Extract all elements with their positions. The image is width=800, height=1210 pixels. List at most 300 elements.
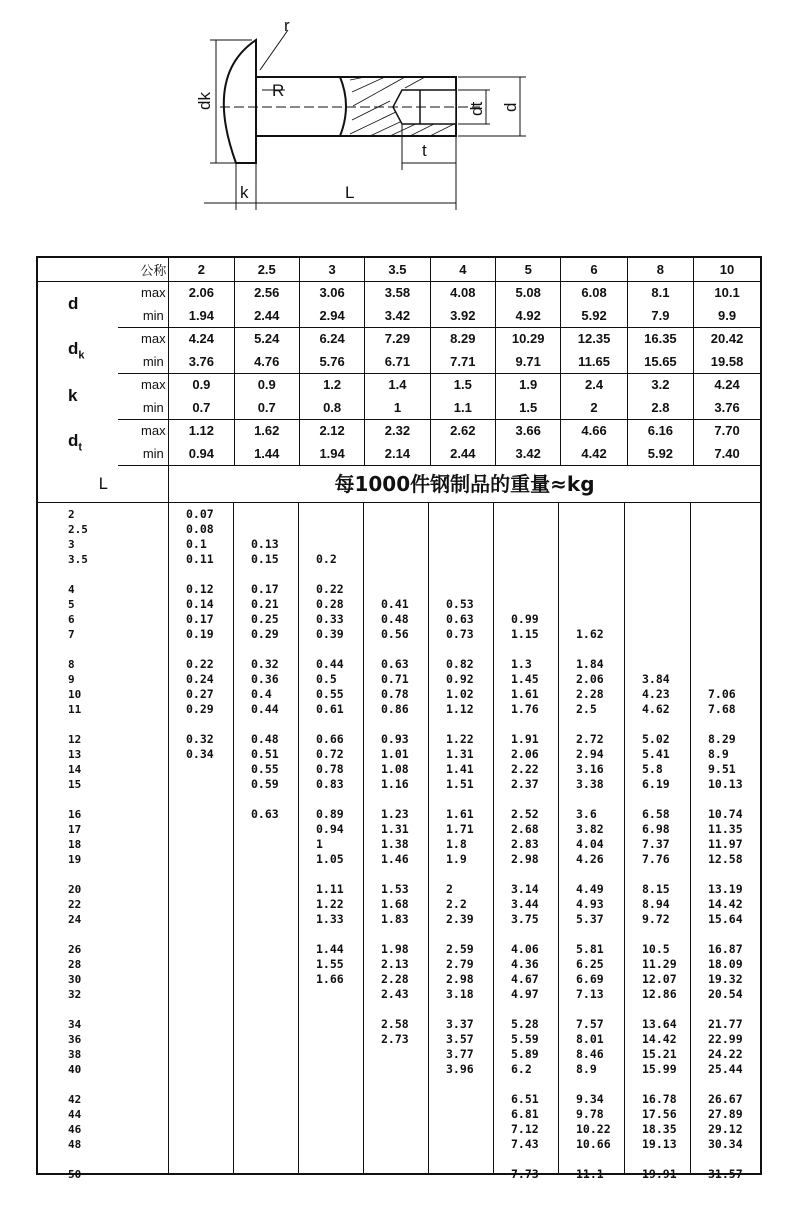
column-divider (428, 503, 429, 1173)
weight-value: 7.06 (708, 687, 736, 701)
weight-value: 0.36 (251, 672, 279, 686)
weight-value: 0.55 (316, 687, 344, 701)
dimension-row (38, 442, 760, 465)
weight-value: 2.13 (381, 957, 409, 971)
weight-table (38, 503, 760, 1181)
weight-value: 6.25 (576, 957, 604, 971)
weight-value: 4.93 (576, 897, 604, 911)
length-value: 20 (68, 883, 82, 896)
weight-value: 0.24 (186, 672, 214, 686)
dimension-value: 4.66 (561, 419, 627, 442)
dimension-row (38, 350, 760, 373)
weight-value: 3.84 (642, 672, 670, 686)
weight-value: 1.61 (446, 807, 474, 821)
weight-value: 8.46 (576, 1047, 604, 1061)
dimension-value: 5.08 (496, 281, 561, 304)
weight-value: 30.34 (708, 1137, 743, 1151)
weight-value: 0.82 (446, 657, 474, 671)
dimension-value: 9.71 (496, 350, 561, 373)
weight-value: 1.61 (511, 687, 539, 701)
weight-value: 1.8 (446, 837, 467, 851)
dimension-value: 10.29 (496, 327, 561, 350)
weight-value: 0.94 (316, 822, 344, 836)
nominal-size: 2 (169, 258, 234, 281)
length-value: 32 (68, 988, 82, 1001)
length-value: 42 (68, 1093, 82, 1106)
weight-value: 4.67 (511, 972, 539, 986)
weight-value: 2.83 (511, 837, 539, 851)
weight-value: 4.04 (576, 837, 604, 851)
weight-value: 1.12 (446, 702, 474, 716)
nominal-size: 2.5 (234, 258, 299, 281)
weight-value: 7.12 (511, 1122, 539, 1136)
weight-value: 1.46 (381, 852, 409, 866)
length-value: 48 (68, 1138, 82, 1151)
weight-value: 26.67 (708, 1092, 743, 1106)
weight-value: 0.48 (251, 732, 279, 746)
weight-value: 6.19 (642, 777, 670, 791)
weight-value: 1.08 (381, 762, 409, 776)
dimension-value: 5.24 (234, 327, 299, 350)
column-divider (624, 503, 625, 1173)
dimension-value: 0.9 (169, 373, 234, 396)
weight-value: 9.72 (642, 912, 670, 926)
dimension-value: 1 (365, 396, 430, 419)
dimension-value: 8.1 (627, 281, 693, 304)
weight-value: 1.53 (381, 882, 409, 896)
length-value: 12 (68, 733, 82, 746)
nominal-size: 5 (496, 258, 561, 281)
weight-value: 1.62 (576, 627, 604, 641)
weight-value: 8.01 (576, 1032, 604, 1046)
weight-value: 1.98 (381, 942, 409, 956)
weight-value: 7.73 (511, 1167, 539, 1181)
weight-value: 2.59 (446, 942, 474, 956)
length-value: 8 (68, 658, 75, 671)
dimension-value: 16.35 (627, 327, 693, 350)
weight-value: 0.07 (186, 507, 214, 521)
weight-value: 0.14 (186, 597, 214, 611)
weight-value: 0.99 (511, 612, 539, 626)
weight-value: 0.72 (316, 747, 344, 761)
dimension-value: 7.40 (694, 442, 760, 465)
dimension-value: 7.71 (430, 350, 495, 373)
length-value: 10 (68, 688, 82, 701)
weight-value: 11.35 (708, 822, 743, 836)
weight-value: 0.51 (251, 747, 279, 761)
weight-value: 18.35 (642, 1122, 677, 1136)
weight-value: 0.44 (251, 702, 279, 716)
dimension-row (38, 281, 760, 304)
weight-value: 6.2 (511, 1062, 532, 1076)
dimension-value: 10.1 (694, 281, 760, 304)
weight-value: 6.51 (511, 1092, 539, 1106)
weight-value: 29.12 (708, 1122, 743, 1136)
weight-value: 5.41 (642, 747, 670, 761)
label-dt: dt (467, 101, 486, 116)
column-divider (493, 503, 494, 1173)
weight-value: 22.99 (708, 1032, 743, 1046)
dimension-value: 7.29 (365, 327, 430, 350)
dimension-value: 1.9 (496, 373, 561, 396)
weight-value: 3.37 (446, 1017, 474, 1031)
limit-label: max (141, 377, 166, 393)
dimension-value: 0.9 (234, 373, 299, 396)
weight-value: 14.42 (708, 897, 743, 911)
length-value: 44 (68, 1108, 82, 1121)
weight-value: 15.64 (708, 912, 743, 926)
length-value: 24 (68, 913, 82, 926)
length-value: 16 (68, 808, 82, 821)
dimension-row (38, 327, 760, 350)
weight-title-row (38, 466, 760, 503)
dimension-value: 4.08 (430, 281, 495, 304)
weight-value: 1.23 (381, 807, 409, 821)
length-value: 19 (68, 853, 82, 866)
dimension-value: 3.42 (496, 442, 561, 465)
dimension-value: 0.8 (299, 396, 364, 419)
weight-value: 3.44 (511, 897, 539, 911)
weight-value: 0.63 (446, 612, 474, 626)
weight-value: 1.83 (381, 912, 409, 926)
dimension-value: 5.92 (627, 442, 693, 465)
length-header: L (98, 474, 108, 493)
weight-value: 12.86 (642, 987, 677, 1001)
param-label (38, 327, 118, 373)
weight-value: 7.43 (511, 1137, 539, 1151)
weight-value: 0.63 (381, 657, 409, 671)
weight-value: 4.36 (511, 957, 539, 971)
dimension-value: 6.71 (365, 350, 430, 373)
weight-value: 0.5 (316, 672, 337, 686)
weight-value: 27.89 (708, 1107, 743, 1121)
dimension-value: 9.9 (694, 304, 760, 327)
weight-value: 4.62 (642, 702, 670, 716)
weight-value: 19.13 (642, 1137, 677, 1151)
weight-value: 10.13 (708, 777, 743, 791)
nominal-size: 3.5 (365, 258, 430, 281)
length-value: 11 (68, 703, 82, 716)
weight-value: 10.5 (642, 942, 670, 956)
weight-value: 0.71 (381, 672, 409, 686)
weight-value: 0.63 (251, 807, 279, 821)
dimension-value: 15.65 (627, 350, 693, 373)
length-value: 2.5 (68, 523, 88, 536)
weight-value: 3.18 (446, 987, 474, 1001)
length-value: 15 (68, 778, 82, 791)
weight-value: 2.72 (576, 732, 604, 746)
weight-value: 0.39 (316, 627, 344, 641)
label-dk: dk (195, 92, 214, 110)
dimension-value: 1.1 (430, 396, 495, 419)
weight-value: 2.73 (381, 1032, 409, 1046)
dimension-value: 2.4 (561, 373, 627, 396)
weight-value: 13.64 (642, 1017, 677, 1031)
dimension-value: 1.5 (496, 396, 561, 419)
weight-value: 6.69 (576, 972, 604, 986)
weight-value: 1.15 (511, 627, 539, 641)
weight-value: 11.97 (708, 837, 743, 851)
dimension-value: 4.92 (496, 304, 561, 327)
corner-cell (38, 258, 118, 281)
dimension-value: 1.2 (299, 373, 364, 396)
weight-value: 6.58 (642, 807, 670, 821)
weight-value: 19.91 (642, 1167, 677, 1181)
length-value: 26 (68, 943, 82, 956)
dimension-value: 1.94 (299, 442, 364, 465)
length-value: 5 (68, 598, 75, 611)
length-value: 14 (68, 763, 82, 776)
length-value: 40 (68, 1063, 82, 1076)
dimension-value: 1.94 (169, 304, 234, 327)
weight-value: 25.44 (708, 1062, 743, 1076)
label-R: R (272, 81, 285, 100)
dimension-row (38, 396, 760, 419)
column-divider (363, 503, 364, 1173)
dimension-value: 19.58 (694, 350, 760, 373)
dimension-value: 2.44 (430, 442, 495, 465)
weight-value: 0.29 (186, 702, 214, 716)
weight-value: 1.41 (446, 762, 474, 776)
length-value: 28 (68, 958, 82, 971)
weight-value: 0.11 (186, 552, 214, 566)
dimension-value: 3.42 (365, 304, 430, 327)
nominal-size-row (38, 258, 760, 281)
weight-value: 4.97 (511, 987, 539, 1001)
length-value: 3.5 (68, 553, 88, 566)
weight-value: 5.8 (642, 762, 663, 776)
weight-value: 0.78 (381, 687, 409, 701)
column-divider (298, 503, 299, 1173)
weight-value: 0.48 (381, 612, 409, 626)
weight-value: 1.84 (576, 657, 604, 671)
spec-sheet (36, 256, 762, 1181)
weight-value: 24.22 (708, 1047, 743, 1061)
nominal-label: 公称 (118, 258, 168, 281)
weight-value: 0.13 (251, 537, 279, 551)
weight-value: 12.07 (642, 972, 677, 986)
limit-label: min (118, 396, 168, 419)
length-value: 30 (68, 973, 82, 986)
dimension-value: 4.42 (561, 442, 627, 465)
weight-value: 4.06 (511, 942, 539, 956)
weight-value: 3.75 (511, 912, 539, 926)
length-value: 46 (68, 1123, 82, 1136)
limit-label: max (141, 285, 166, 301)
limit-label: min (118, 304, 168, 327)
weight-value: 8.9 (708, 747, 729, 761)
dimension-value: 3.2 (627, 373, 693, 396)
dimension-value: 6.24 (299, 327, 364, 350)
weight-value: 2.79 (446, 957, 474, 971)
weight-value: 3.82 (576, 822, 604, 836)
weight-value: 8.29 (708, 732, 736, 746)
weight-value: 0.32 (251, 657, 279, 671)
weight-value: 3.6 (576, 807, 597, 821)
weight-value: 0.2 (316, 552, 337, 566)
weight-value: 18.09 (708, 957, 743, 971)
weight-value: 0.78 (316, 762, 344, 776)
weight-value: 11.1 (576, 1167, 604, 1181)
weight-value: 3.14 (511, 882, 539, 896)
length-value: 7 (68, 628, 75, 641)
weight-value: 5.28 (511, 1017, 539, 1031)
dimension-value: 0.7 (169, 396, 234, 419)
dimension-value: 1.12 (169, 419, 234, 442)
weight-value: 7.57 (576, 1017, 604, 1031)
weight-value: 0.15 (251, 552, 279, 566)
length-value: 50 (68, 1168, 82, 1181)
length-value: 4 (68, 583, 75, 596)
dimension-value: 3.66 (496, 419, 561, 442)
weight-value: 1 (316, 837, 323, 851)
weight-value: 0.12 (186, 582, 214, 596)
limit-label: min (118, 350, 168, 373)
column-divider (233, 503, 234, 1173)
dimension-value: 4.76 (234, 350, 299, 373)
weight-value: 16.78 (642, 1092, 677, 1106)
label-r: r (284, 16, 290, 35)
label-k: k (240, 183, 249, 202)
param-symbol: d (68, 338, 79, 358)
dimension-value: 5.92 (561, 304, 627, 327)
weight-value: 17.56 (642, 1107, 677, 1121)
weight-value: 0.89 (316, 807, 344, 821)
length-value: 34 (68, 1018, 82, 1031)
column-divider (558, 503, 559, 1173)
dimension-value: 1.44 (234, 442, 299, 465)
nominal-size: 3 (299, 258, 364, 281)
weight-value: 15.21 (642, 1047, 677, 1061)
dimension-value: 3.58 (365, 281, 430, 304)
param-label (38, 419, 118, 465)
dimension-value: 2.62 (430, 419, 495, 442)
dimension-value: 8.29 (430, 327, 495, 350)
column-divider (690, 503, 691, 1173)
dimension-value: 1.62 (234, 419, 299, 442)
weight-value: 12.58 (708, 852, 743, 866)
dimension-value: 12.35 (561, 327, 627, 350)
weight-value: 0.56 (381, 627, 409, 641)
weight-value: 0.61 (316, 702, 344, 716)
weight-value: 15.99 (642, 1062, 677, 1076)
weight-value: 20.54 (708, 987, 743, 1001)
length-value: 22 (68, 898, 82, 911)
param-symbol: d (68, 430, 79, 450)
weight-value: 7.76 (642, 852, 670, 866)
weight-value: 1.31 (446, 747, 474, 761)
weight-value: 2.28 (381, 972, 409, 986)
weight-value: 1.33 (316, 912, 344, 926)
weight-value: 1.02 (446, 687, 474, 701)
weight-value: 1.38 (381, 837, 409, 851)
weight-value: 1.22 (316, 897, 344, 911)
weight-value: 1.68 (381, 897, 409, 911)
weight-value: 0.4 (251, 687, 272, 701)
weight-value: 11.29 (642, 957, 677, 971)
dimension-value: 2.44 (234, 304, 299, 327)
length-value: 18 (68, 838, 82, 851)
dimension-value: 1.5 (430, 373, 495, 396)
label-t: t (422, 141, 427, 160)
weight-value: 4.26 (576, 852, 604, 866)
weight-value: 2.98 (446, 972, 474, 986)
weight-value: 1.51 (446, 777, 474, 791)
dimension-value: 3.92 (430, 304, 495, 327)
limit-label: min (118, 442, 168, 465)
length-value: 2 (68, 508, 75, 521)
weight-value: 6.98 (642, 822, 670, 836)
weight-value: 3.96 (446, 1062, 474, 1076)
limit-label: max (141, 331, 166, 347)
weight-value: 0.27 (186, 687, 214, 701)
weight-value: 2.5 (576, 702, 597, 716)
weight-value: 2.52 (511, 807, 539, 821)
weight-value: 7.13 (576, 987, 604, 1001)
dimension-value: 3.76 (169, 350, 234, 373)
length-value: 36 (68, 1033, 82, 1046)
weight-value: 14.42 (642, 1032, 677, 1046)
weight-value: 1.91 (511, 732, 539, 746)
weight-value: 8.94 (642, 897, 670, 911)
weight-value: 5.89 (511, 1047, 539, 1061)
param-label (38, 281, 118, 327)
weight-value: 2.28 (576, 687, 604, 701)
dimension-value: 2 (561, 396, 627, 419)
weight-value: 3.16 (576, 762, 604, 776)
weight-value: 0.41 (381, 597, 409, 611)
weight-value: 9.34 (576, 1092, 604, 1106)
weight-value: 0.44 (316, 657, 344, 671)
limit-label: max (141, 423, 166, 439)
weight-value: 5.37 (576, 912, 604, 926)
dimension-value: 1.4 (365, 373, 430, 396)
dimension-value: 2.14 (365, 442, 430, 465)
dimension-value: 6.16 (627, 419, 693, 442)
weight-value: 3.77 (446, 1047, 474, 1061)
weight-value: 1.31 (381, 822, 409, 836)
weight-value: 0.55 (251, 762, 279, 776)
weight-value: 1.44 (316, 942, 344, 956)
weight-value: 4.23 (642, 687, 670, 701)
length-value: 38 (68, 1048, 82, 1061)
weight-value: 1.55 (316, 957, 344, 971)
dimension-row (38, 419, 760, 442)
param-subscript: t (78, 441, 83, 454)
dimension-value: 2.94 (299, 304, 364, 327)
weight-value: 8.9 (576, 1062, 597, 1076)
weight-value: 2.22 (511, 762, 539, 776)
dimension-value: 2.32 (365, 419, 430, 442)
weight-value: 1.45 (511, 672, 539, 686)
weight-value: 0.21 (251, 597, 279, 611)
weight-value: 1.76 (511, 702, 539, 716)
weight-value: 0.17 (186, 612, 214, 626)
weight-value: 2.39 (446, 912, 474, 926)
weight-value: 2.68 (511, 822, 539, 836)
weight-value: 3.57 (446, 1032, 474, 1046)
dimension-value: 4.24 (694, 373, 760, 396)
weight-value: 0.83 (316, 777, 344, 791)
dimension-value: 2.56 (234, 281, 299, 304)
nominal-size: 10 (694, 258, 760, 281)
nominal-size: 4 (430, 258, 495, 281)
weight-value: 2.37 (511, 777, 539, 791)
dimension-value: 4.24 (169, 327, 234, 350)
weight-value: 16.87 (708, 942, 743, 956)
weight-value: 0.17 (251, 582, 279, 596)
dimension-row (38, 304, 760, 327)
